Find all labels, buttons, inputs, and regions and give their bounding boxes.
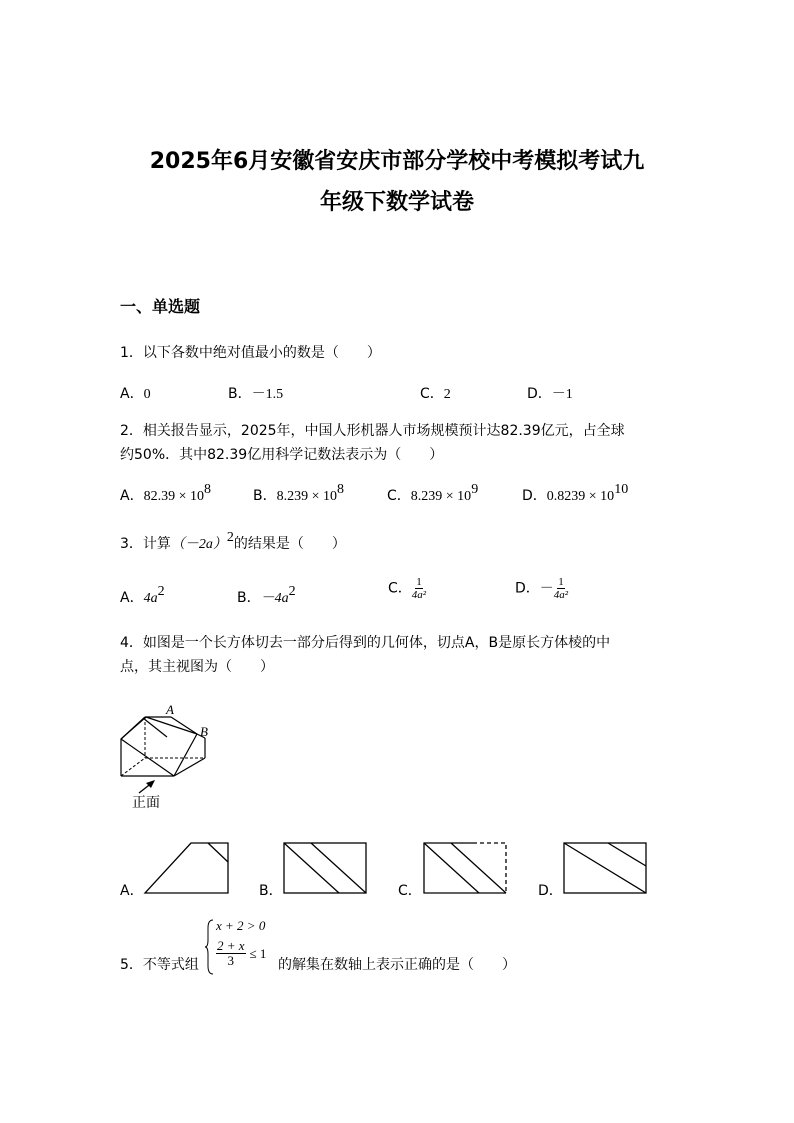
option-label: C． [388,580,412,597]
option-base: 0.8239 × 10 [546,489,615,504]
q1-option-b [228,383,283,403]
option-exponent: 10 [614,482,629,497]
q4-option-d-label: D． [538,883,563,899]
q4-option-b-label: B． [259,883,283,899]
option-value: 0 [143,387,151,402]
option-exponent: 8 [337,482,345,497]
label-b: B [200,724,208,739]
inequality-brace [205,918,215,978]
option-label: B． [228,386,252,402]
q2-option-b [253,482,344,505]
inequality-2-fraction [216,939,246,968]
option-exponent: 9 [471,482,479,497]
option-fraction [554,576,568,601]
question-4-line1: 4．如图是一个长方体切去一部分后得到的几何体，切点A，B是原长方体棱的中 [120,635,611,651]
option-value: 4a [143,591,158,606]
q1-option-c [420,383,451,403]
fraction-denominator: 4a² [411,589,427,601]
q3-option-d [515,576,568,601]
option-base: 8.239 × 10 [276,489,338,504]
q3-suffix: 的结果是（ ） [233,536,346,552]
q1-option-a [120,383,151,403]
option-label: A． [120,488,144,504]
option-value: －1 [551,387,573,402]
fraction-denominator: 4a² [553,589,569,601]
option-exponent: 8 [203,482,211,497]
inequality-1: x + 2 > 0 [216,918,266,933]
fraction-numerator: 1 [558,576,564,588]
option-label: A． [120,386,144,402]
option-label: D． [522,488,547,504]
fraction-denominator: 3 [227,953,235,968]
option-sign: － [539,581,554,597]
section-heading: 一、单选题 [120,297,201,316]
q3-option-a [120,584,165,607]
question-4-line2: 点，其主视图为（ ） [120,659,274,675]
q4-option-d-figure [563,842,649,894]
q4-option-a-label: A． [120,883,144,899]
label-a: A [166,702,174,717]
option-value: －1.5 [251,387,284,402]
q4-option-a-figure [144,842,230,894]
fraction-numerator: 1 [416,576,422,588]
option-label: C． [420,386,444,402]
option-label: D． [515,580,540,597]
q4-option-b-figure [283,842,369,894]
option-label: A． [120,590,144,606]
option-base: 82.39 × 10 [143,489,204,504]
question-1-text: 1．以下各数中绝对值最小的数是（ ） [120,345,381,361]
inequality-2-relation: ≤ 1 [249,946,267,961]
q4-option-c-figure [423,842,509,894]
q3-option-b [237,584,296,607]
q2-option-d [522,482,628,505]
q3-expression: （－2a） [170,537,227,552]
q3-exponent: 2 [226,530,234,545]
option-label: B． [253,488,277,504]
option-label: D． [527,386,552,402]
q3-option-c [388,576,426,601]
q4-option-c-label: C． [398,883,422,899]
solid-figure [115,700,225,815]
option-value: 2 [443,387,451,402]
option-fraction [412,576,426,601]
fraction-numerator: 2 + x [217,938,245,953]
exam-title-line1: 2025年6月安徽省安庆市部分学校中考模拟考试九 [149,149,645,174]
inequality-2 [216,939,266,968]
question-2-line2: 约50%．其中82.39亿用科学记数法表示为（ ） [120,447,444,463]
question-5-suffix: 的解集在数轴上表示正确的是（ ） [278,957,516,973]
option-base: 8.239 × 10 [410,489,472,504]
question-5-prefix: 5．不等式组 [120,957,199,973]
front-view-label: 正面 [132,795,160,811]
question-3-text [120,530,346,553]
exam-title-line2: 年级下数学试卷 [319,190,474,215]
q3-prefix: 3．计算 [120,536,171,552]
option-label: B． [237,590,261,606]
question-2-line1: 2．相关报告显示，2025年，中国人形机器人市场规模预计达82.39亿元，占全球 [120,423,625,439]
option-value: －4a [260,591,289,606]
option-exponent: 2 [288,584,296,599]
option-label: C． [387,488,411,504]
q2-option-c [387,482,478,505]
option-exponent: 2 [157,584,165,599]
q1-option-d [527,383,573,403]
q2-option-a [120,482,211,505]
